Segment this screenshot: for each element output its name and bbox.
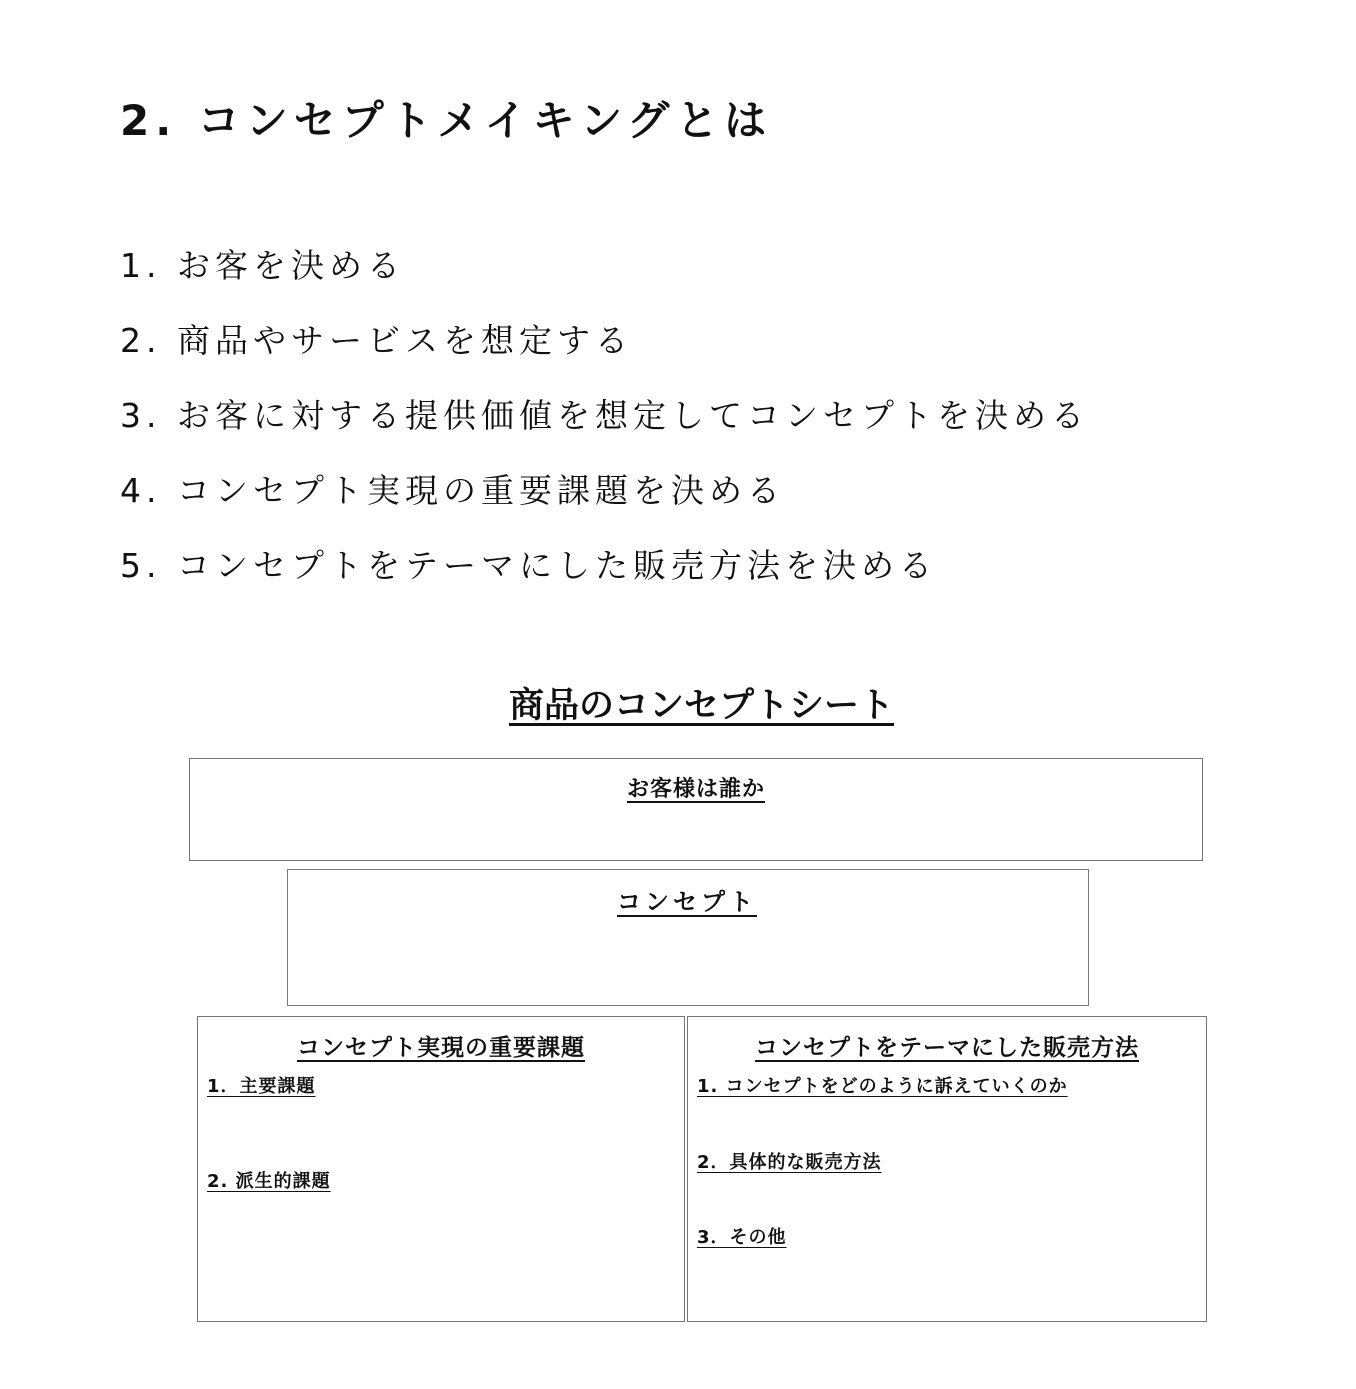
sales-item-appeal: 1. コンセプトをどのように訴えていくのか [697, 1076, 1068, 1097]
list-item: 3. お客に対する提供価値を想定してコンセプトを決める [120, 396, 1089, 435]
concept-box [287, 869, 1089, 1006]
issue-item-derived: 2. 派生的課題 [207, 1171, 331, 1192]
customer-heading: お客様は誰か [626, 777, 765, 802]
list-item: 1. お客を決める [120, 246, 405, 285]
list-item: 5. コンセプトをテーマにした販売方法を決める [120, 546, 937, 585]
sales-item-method: 2．具体的な販売方法 [697, 1152, 882, 1173]
list-item: 2. 商品やサービスを想定する [120, 321, 633, 360]
list-item: 4. コンセプト実現の重要課題を決める [120, 471, 785, 510]
sales-item-other: 3．その他 [697, 1227, 787, 1248]
step-list [120, 240, 1089, 615]
issues-box [197, 1016, 685, 1322]
issue-item-main: 1．主要課題 [207, 1076, 316, 1097]
page-title: 2. コンセプトメイキングとは [120, 96, 773, 145]
sheet-title: 商品のコンセプトシート [508, 686, 894, 726]
issues-heading: コンセプト実現の重要課題 [297, 1035, 585, 1061]
customer-box [189, 758, 1203, 861]
concept-heading: コンセプト [617, 888, 757, 916]
sales-box [687, 1016, 1207, 1322]
sales-heading: コンセプトをテーマにした販売方法 [755, 1035, 1139, 1061]
